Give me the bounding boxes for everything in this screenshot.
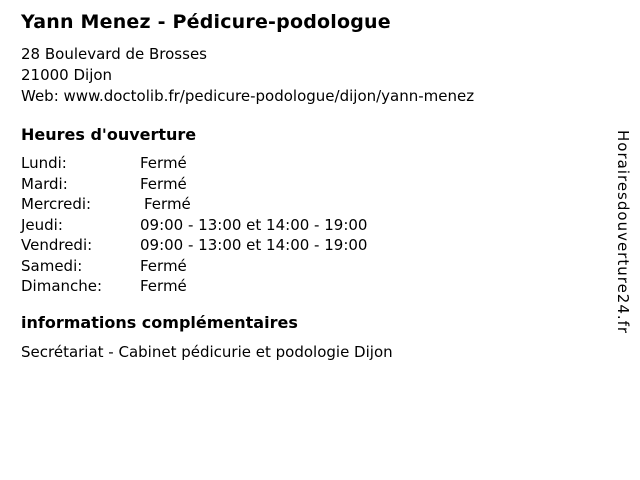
web-line [21, 86, 600, 107]
web-url[interactable]: www.doctolib.fr/pedicure-podologue/dijon/yann-menez [63, 87, 475, 105]
day-value: Fermé [144, 195, 191, 213]
page-title: Yann Menez - Pédicure-podologue [21, 11, 391, 33]
day-label: Lundi: [21, 154, 67, 172]
web-label: Web: [21, 87, 64, 105]
day-value: Fermé [140, 154, 187, 172]
day-value: 09:00 - 13:00 et 14:00 - 19:00 [140, 236, 368, 254]
extra-info-text: Secrétariat - Cabinet pédicurie et podologie Dijon [21, 342, 393, 361]
hours-table [21, 153, 600, 297]
day-value: Fermé [140, 174, 187, 193]
address-block [21, 44, 600, 107]
day-label: Jeudi: [21, 215, 63, 234]
day-label: Vendredi: [21, 236, 93, 254]
hours-row-samedi [21, 256, 600, 277]
hours-row-mardi [21, 174, 600, 195]
day-label: Samedi: [21, 256, 83, 275]
address-line-city: 21000 Dijon [21, 66, 113, 84]
address-line-street: 28 Boulevard de Brosses [21, 45, 207, 63]
day-value: Fermé [140, 256, 187, 275]
day-label: Mardi: [21, 174, 68, 193]
hours-row-jeudi [21, 215, 600, 236]
day-value: 09:00 - 13:00 et 14:00 - 19:00 [140, 215, 368, 234]
hours-row-vendredi [21, 235, 600, 256]
extra-info-heading: informations complémentaires [21, 312, 298, 332]
hours-row-mercredi [21, 194, 600, 215]
hours-heading: Heures d'ouverture [21, 125, 197, 144]
day-value: Fermé [140, 277, 187, 295]
hours-row-dimanche [21, 276, 600, 297]
site-watermark-vertical: Horairesdouverture24.fr [614, 130, 632, 335]
hours-row-lundi [21, 153, 600, 174]
day-label: Mercredi: [21, 195, 92, 213]
day-label: Dimanche: [21, 277, 103, 295]
